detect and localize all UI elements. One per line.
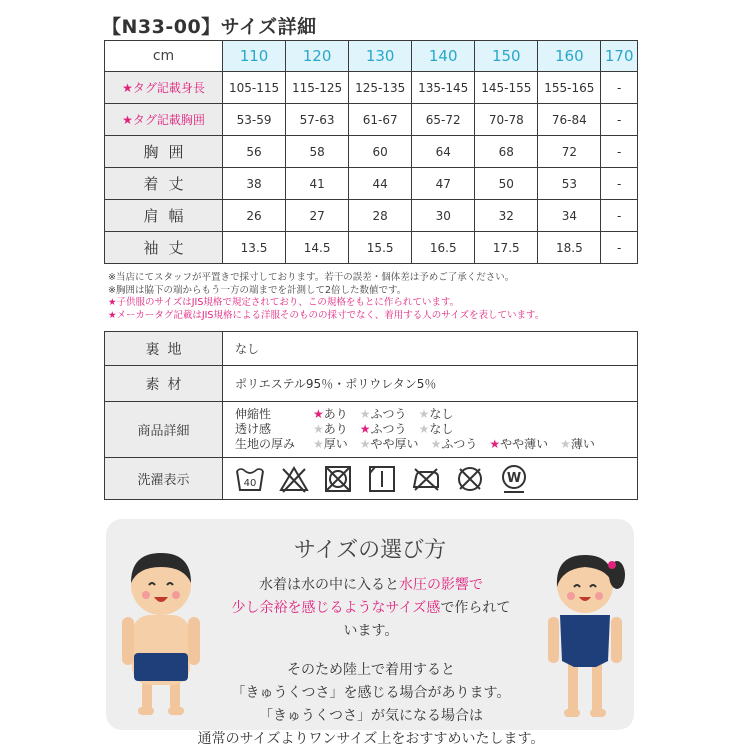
detail-option-text: 厚い [323,437,348,451]
star-icon: ★ [489,437,501,451]
size-cell: - [601,104,638,136]
size-cell: 16.5 [412,232,475,264]
detail-option-text: やや厚い [370,437,419,451]
size-cell: 32 [475,200,538,232]
detail-option-text: あり [323,422,348,436]
guide-line3: そのため陸上で着用すると [287,662,455,678]
detail-label: 透け感 [235,422,272,436]
material-value: ポリエステル95％・ポリウレタン5％ [223,366,638,402]
size-cell: 38 [223,168,286,200]
size-cell: 125-135 [349,72,412,104]
size-header-170: 170 [601,41,638,72]
size-cell: 56 [223,136,286,168]
size-cell: 34 [538,200,601,232]
size-cell: 15.5 [349,232,412,264]
lining-label: 裏地 [105,332,223,366]
size-header-140: 140 [412,41,475,72]
size-cell: 28 [349,200,412,232]
size-row-label: 着丈 [105,168,223,200]
wash-40-icon [235,465,265,493]
size-cell: 70-78 [475,104,538,136]
size-cell: 13.5 [223,232,286,264]
detail-option [489,437,548,452]
detail-option-text: なし [429,407,454,421]
size-cell: - [601,72,638,104]
size-row [105,168,638,200]
size-row-label: 袖丈 [105,232,223,264]
note-line: ※胸囲は脇下の端からもう一方の端までを計測して2倍した数値です。 [108,284,407,296]
detail-option [360,407,407,422]
wash-temp: 40 [243,477,257,489]
size-cell: 76-84 [538,104,601,136]
detail-row [235,437,637,452]
size-cell: 53-59 [223,104,286,136]
size-notes [108,272,544,322]
detail-option [419,422,454,437]
detail-option [360,422,407,437]
material-label: 素材 [105,366,223,402]
size-row [105,232,638,264]
size-row [105,104,638,136]
detail-label: 生地の厚み [235,437,296,451]
size-guide-panel [106,519,634,747]
size-cell: 50 [475,168,538,200]
lining-row [105,332,638,366]
size-cell: 105-115 [223,72,286,104]
star-icon: ★ [430,437,442,451]
guide-line6: 通常のサイズよりワンサイズ上をおすすめいたします。 [197,731,545,747]
size-row-label: ★タグ記載胸囲 [105,104,223,136]
care-label: 洗濯表示 [105,458,223,500]
details-value [223,402,638,458]
star-icon: ★ [560,437,571,451]
star-icon: ★ [418,422,430,436]
size-cell: 17.5 [475,232,538,264]
guide-line2-b: で作られています。 [343,600,511,639]
boy-illustration-icon [116,545,206,725]
size-header-160: 160 [538,41,601,72]
size-cell: - [601,232,638,264]
size-cell: 60 [349,136,412,168]
details-label: 商品詳細 [105,402,223,458]
star-icon: ★ [359,422,371,436]
size-header-150: 150 [475,41,538,72]
guide-line1-b: 水圧の影響で [399,577,483,593]
product-info-table [104,331,638,500]
detail-option [313,407,348,422]
star-icon: ★ [313,407,324,421]
detail-row [235,422,637,437]
size-header-row [105,41,638,72]
detail-option-text: ふつう [370,422,407,436]
size-row-label: 胸囲 [105,136,223,168]
size-cell: 135-145 [412,72,475,104]
note-line: ★メーカータグ記載はJIS規格による洋服そのものの採寸でなく、着用する人のサイズを表しています。 [108,309,545,321]
star-icon: ★ [359,437,371,451]
size-row [105,200,638,232]
detail-option-text: ふつう [370,407,407,421]
detail-option [560,437,595,452]
detail-option-text: なし [429,422,454,436]
note-line: ※当店にてスタッフが平置きで採寸しております。若干の誤差・個体差は予めご了承ください。 [108,272,515,283]
size-row-label: ★タグ記載身長 [105,72,223,104]
details-row [105,402,638,458]
size-cell: 65-72 [412,104,475,136]
size-row [105,136,638,168]
guide-line5: 「きゅうくつさ」が気になる場合は [259,708,483,724]
guide-line2-a: 少し余裕を感じるようなサイズ感 [231,600,441,616]
size-row [105,72,638,104]
detail-option-text: 薄い [570,437,595,451]
no-tumble-dry-icon [323,465,353,493]
care-symbols [223,458,638,500]
girl-illustration-icon [540,545,630,725]
detail-option [360,437,419,452]
line-dry-icon [367,465,397,493]
size-table [104,40,638,264]
detail-option [313,437,348,452]
size-cell: 41 [286,168,349,200]
guide-line1-a: 水着は水の中に入ると [259,577,399,593]
star-icon: ★ [418,407,430,421]
size-cell: 61-67 [349,104,412,136]
size-cell: 47 [412,168,475,200]
size-header-130: 130 [349,41,412,72]
star-icon: ★ [359,407,371,421]
material-row [105,366,638,402]
detail-option [313,422,348,437]
detail-option-text: あり [323,407,348,421]
size-cell: 26 [223,200,286,232]
size-cell: 27 [286,200,349,232]
guide-line4: 「きゅうくつさ」を感じる場合があります。 [231,685,511,701]
detail-option-text: ふつう [441,437,478,451]
size-cell: 30 [412,200,475,232]
star-icon: ★ [313,437,324,451]
wet-letter: W [506,470,522,486]
size-cell: 64 [412,136,475,168]
guide-text [197,574,545,751]
size-header-110: 110 [223,41,286,72]
star-icon: ★ [313,422,324,436]
no-bleach-icon [279,465,309,493]
size-row-label: 肩幅 [105,200,223,232]
size-header-120: 120 [286,41,349,72]
note-line: ★子供服のサイズはJIS規格で規定されており、この規格をもとに作られています。 [108,297,460,309]
size-cell: 44 [349,168,412,200]
detail-option [431,437,478,452]
detail-option [419,407,454,422]
detail-label: 伸縮性 [235,407,272,421]
wet-clean-icon [499,464,529,494]
unit-label: cm [105,41,223,72]
size-cell: 53 [538,168,601,200]
size-cell: 115-125 [286,72,349,104]
page-title: 【N33-00】サイズ詳細 [102,16,317,38]
size-cell: 57-63 [286,104,349,136]
size-cell: - [601,136,638,168]
size-cell: 145-155 [475,72,538,104]
care-row [105,458,638,500]
size-cell: 72 [538,136,601,168]
size-cell: 58 [286,136,349,168]
size-cell: 18.5 [538,232,601,264]
size-cell: 14.5 [286,232,349,264]
size-cell: - [601,200,638,232]
size-cell: - [601,168,638,200]
no-iron-icon [411,465,441,493]
size-cell: 155-165 [538,72,601,104]
detail-row [235,407,637,422]
no-dry-clean-icon [455,465,485,493]
lining-value: なし [223,332,638,366]
guide-title: サイズの選び方 [293,538,447,563]
size-cell: 68 [475,136,538,168]
detail-option-text: やや薄い [500,437,549,451]
